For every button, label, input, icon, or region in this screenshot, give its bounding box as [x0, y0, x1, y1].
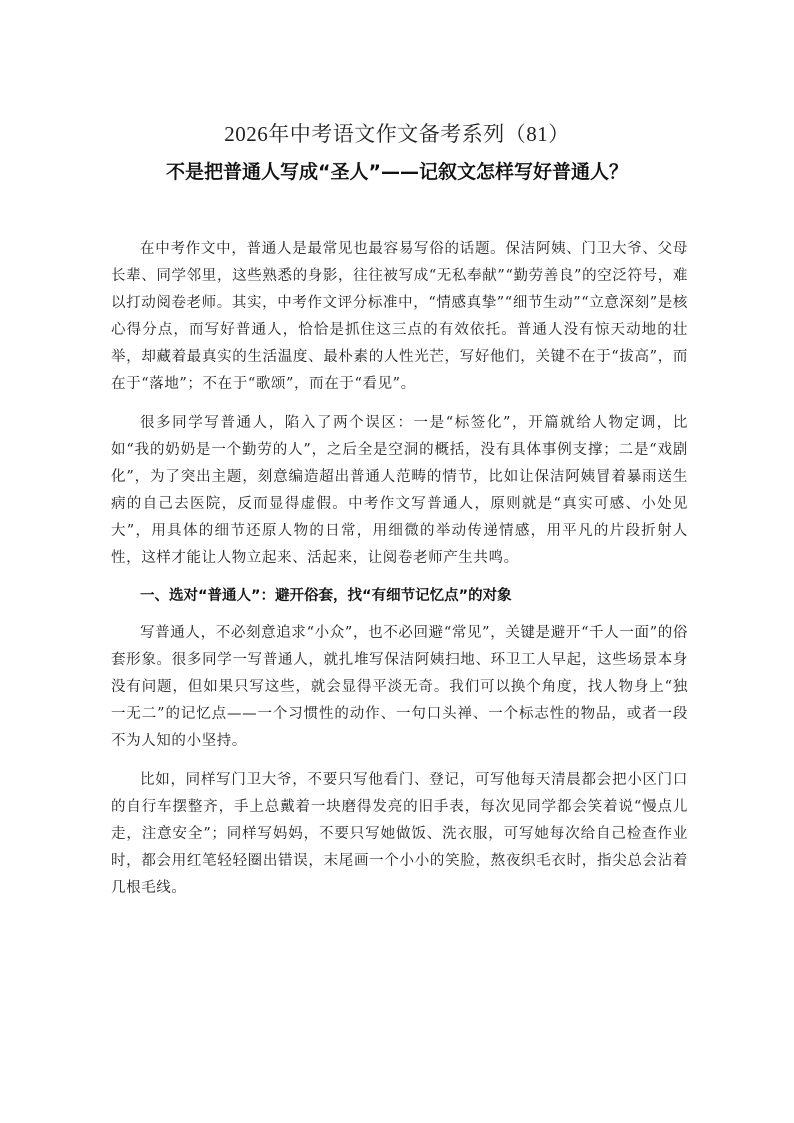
intro-paragraph-1: 在中考作文中，普通人是最常见也最容易写俗的话题。保洁阿姨、门卫大爷、父母长辈、同学邻里，这些熟悉的身影，往往被写成“无私奉献”“勤劳善良”的空泛符号，难以打动阅卷老师。其实，中考作文评分标准中，“情感真挚”“细节生动”“立意深刻”是核心得分点，而写好普通人，恰恰是抓住这三点的有效依托。普通人没有惊天动地的壮举，却藏着最真实的生活温度、最朴素的人性光芒，写好他们，关键不在于“拔高”，而在于“落地”；不在于“歌颂”，而在于“看见”。 — [111, 241, 688, 392]
document-body — [111, 236, 688, 914]
document-subtitle: 不是把普通人写成“圣人”——记叙文怎样写好普通人？ — [166, 161, 628, 183]
section-heading-1: 一、选对“普通人”：避开俗套，找“有细节记忆点”的对象 — [140, 588, 512, 604]
section1-paragraph-1: 写普通人，不必刻意追求“小众”，也不必回避“常见”，关键是避开“千人一面”的俗套形象。很多同学一写普通人，就扎堆写保洁阿姨扫地、环卫工人早起，这些场景本身没有问题，但如果只写这些，就会显得平淡无奇。我们可以换个角度，找人物身上“独一无二”的记忆点——一个习惯性的动作、一句口头禅、一个标志性的物品，或者一段不为人知的小坚持。 — [111, 625, 688, 749]
intro-paragraph-2: 很多同学写普通人，陷入了两个误区：一是“标签化”，开篇就给人物定调，比如“我的奶奶是一个勤劳的人”，之后全是空洞的概括，没有具体事例支撑；二是“戏剧化”，为了突出主题，刻意编造超出普通人范畴的情节，比如让保洁阿姨冒着暴雨送生病的自己去医院，反而显得虚假。中考作文写普通人，原则就是“真实可感、小处见大”，用具体的细节还原人物的日常，用细微的举动传递情感，用平凡的片段折射人性，这样才能让人物立起来、活起来，让阅卷老师产生共鸣。 — [111, 415, 688, 566]
section1-paragraph-2: 比如，同样写门卫大爷，不要只写他看门、登记，可写他每天清晨都会把小区门口的自行车摆整齐，手上总戴着一块磨得发亮的旧手表，每次见同学都会笑着说“慢点儿走，注意安全”；同样写妈妈，不要只写她做饭、洗衣服，可写她每次给自己检查作业时，都会用红笔轻轻圈出错误，末尾画一个小小的笑脸，熬夜织毛衣时，指尖总会沾着几根毛线。 — [111, 772, 688, 896]
document-title: 2026年中考语文作文备考系列（81） — [224, 122, 570, 146]
